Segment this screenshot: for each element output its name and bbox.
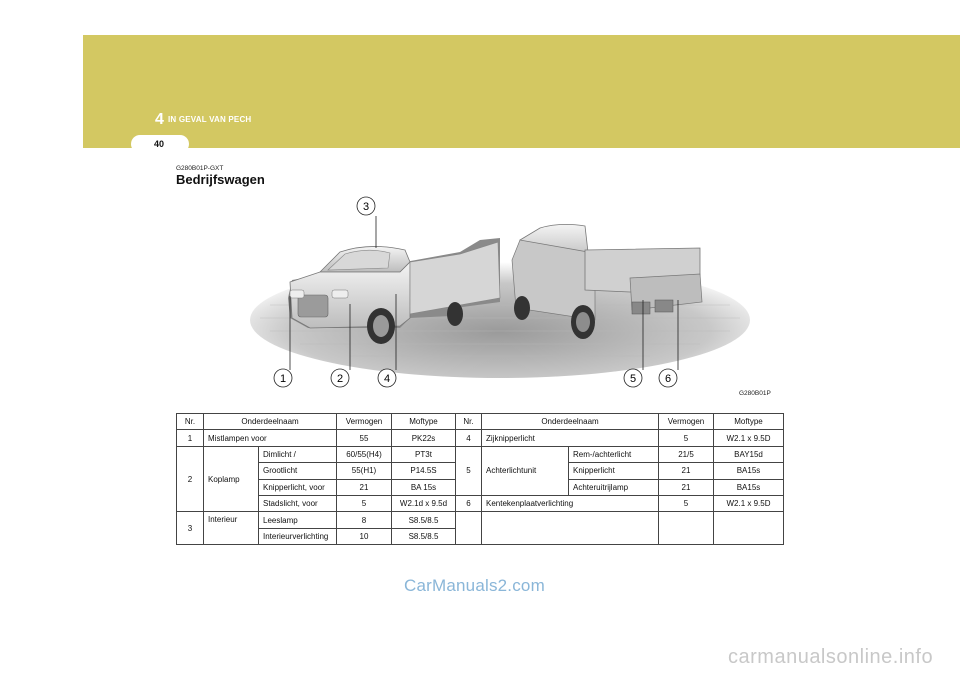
truck-illustration	[250, 190, 750, 390]
svg-text:4: 4	[383, 373, 391, 385]
header-type-left: Moftype	[392, 414, 456, 430]
table-row	[177, 528, 784, 544]
row-type: PK22s	[392, 430, 456, 446]
group-nr: 5	[456, 446, 482, 495]
sub-part: Knipperlicht	[569, 463, 659, 479]
row-part: Mistlampen voor	[204, 430, 337, 446]
table-row	[177, 495, 784, 511]
sub-part: Rem-/achterlicht	[569, 446, 659, 462]
table-row	[177, 512, 784, 528]
row-type: W2.1 x 9.5D	[714, 495, 784, 511]
footer-watermark: carmanualsonline.info	[728, 646, 934, 668]
empty-cell	[482, 512, 659, 528]
group-name: Koplamp	[204, 446, 259, 512]
sub-power: 8	[337, 512, 392, 528]
header-part-left: Onderdeelnaam	[204, 414, 337, 430]
sub-power: 5	[337, 495, 392, 511]
group-name: Interieur	[204, 512, 259, 545]
sub-part: Achteruitrijlamp	[569, 479, 659, 495]
sub-part: Dimlicht /	[259, 446, 337, 462]
empty-cell	[456, 528, 482, 544]
row-power: 5	[659, 430, 714, 446]
table-header-row	[177, 414, 784, 430]
sub-type: BA15s	[714, 463, 784, 479]
callout-2	[331, 369, 349, 387]
sub-type: S8.5/8.5	[392, 528, 456, 544]
empty-cell	[482, 528, 659, 544]
callout-4	[378, 369, 396, 387]
svg-text:3: 3	[362, 201, 370, 213]
svg-text:1: 1	[279, 373, 287, 385]
figure-code: G280B01P	[739, 390, 771, 397]
section-code: G280B01P-GXT	[176, 165, 224, 172]
empty-cell	[659, 512, 714, 528]
row-part: Kentekenplaatverlichting	[482, 495, 659, 511]
sub-part: Knipperlicht, voor	[259, 479, 337, 495]
table-row	[177, 446, 784, 462]
header-nr-right: Nr.	[456, 414, 482, 430]
header-part-right: Onderdeelnaam	[482, 414, 659, 430]
chapter-title: IN GEVAL VAN PECH	[168, 115, 252, 124]
row-nr: 1	[177, 430, 204, 446]
callout-6	[659, 369, 677, 387]
empty-cell	[714, 512, 784, 528]
svg-text:6: 6	[664, 373, 672, 385]
chapter-header-band	[83, 35, 960, 148]
empty-cell	[714, 528, 784, 544]
sub-power: 55(H1)	[337, 463, 392, 479]
svg-text:5: 5	[629, 373, 637, 385]
header-power-right: Vermogen	[659, 414, 714, 430]
sub-power: 21	[337, 479, 392, 495]
empty-cell	[456, 512, 482, 528]
row-power: 5	[659, 495, 714, 511]
svg-text:2: 2	[336, 373, 344, 385]
header-type-right: Moftype	[714, 414, 784, 430]
sub-type: BA 15s	[392, 479, 456, 495]
empty-cell	[659, 528, 714, 544]
row-nr: 4	[456, 430, 482, 446]
row-part: Zijknipperlicht	[482, 430, 659, 446]
header-nr-left: Nr.	[177, 414, 204, 430]
sub-power: 21	[659, 479, 714, 495]
group-name: Achterlichtunit	[482, 446, 569, 495]
sub-part: Stadslicht, voor	[259, 495, 337, 511]
group-nr: 3	[177, 512, 204, 545]
sub-power: 21/5	[659, 446, 714, 462]
sub-part: Leeslamp	[259, 512, 337, 528]
callout-3	[357, 197, 375, 215]
group-nr: 2	[177, 446, 204, 512]
callout-5	[624, 369, 642, 387]
callout-1	[274, 369, 292, 387]
sub-type: PT3t	[392, 446, 456, 462]
sub-type: BAY15d	[714, 446, 784, 462]
sub-type: W2.1d x 9.5d	[392, 495, 456, 511]
sub-part: Interieurverlichting	[259, 528, 337, 544]
sub-power: 21	[659, 463, 714, 479]
table-row	[177, 430, 784, 446]
section-title: Bedrijfswagen	[176, 172, 265, 187]
page-number: 40	[154, 139, 165, 149]
row-power: 55	[337, 430, 392, 446]
bulb-specification-table	[176, 413, 784, 545]
sub-type: BA15s	[714, 479, 784, 495]
watermark-text: CarManuals2.com	[404, 576, 545, 595]
header-power-left: Vermogen	[337, 414, 392, 430]
sub-power: 60/55(H4)	[337, 446, 392, 462]
sub-type: S8.5/8.5	[392, 512, 456, 528]
row-nr: 6	[456, 495, 482, 511]
sub-type: P14.5S	[392, 463, 456, 479]
chapter-number: 4	[155, 111, 164, 128]
sub-power: 10	[337, 528, 392, 544]
row-type: W2.1 x 9.5D	[714, 430, 784, 446]
sub-part: Grootlicht	[259, 463, 337, 479]
